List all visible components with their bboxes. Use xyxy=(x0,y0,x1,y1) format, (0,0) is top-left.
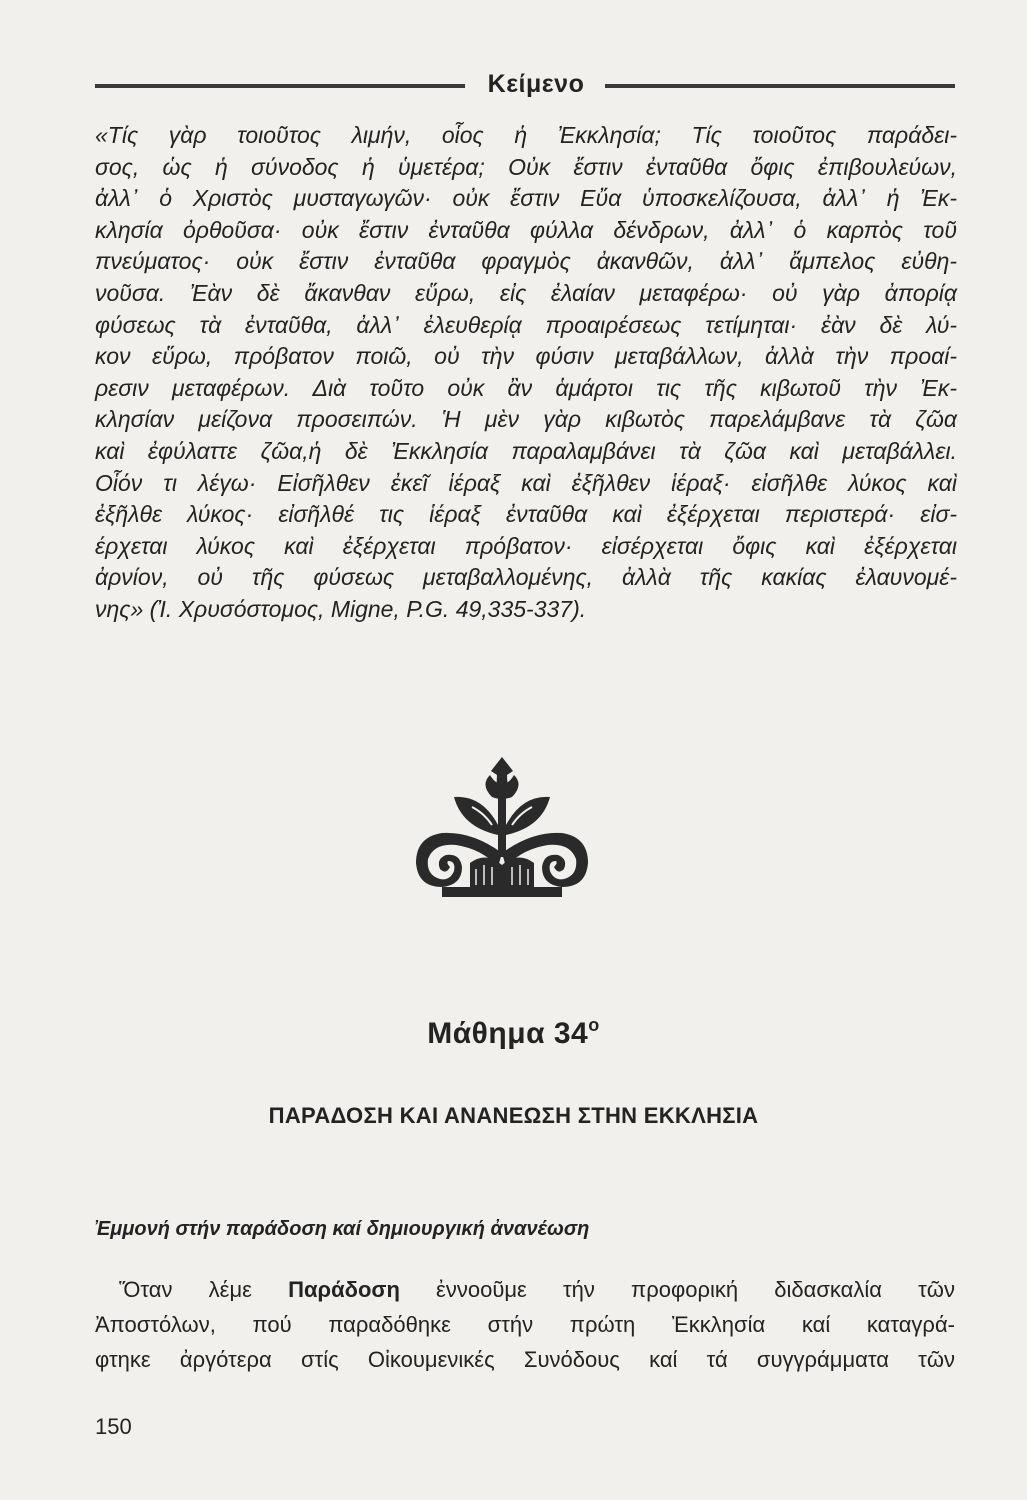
quote-line: έρχεται λύκος καὶ ἐξέρχεται πρόβατον· εἰσέρχεται ὄφις καὶ ἐξέρχεται xyxy=(95,532,957,559)
quote-line: κλησίαν μείζονα προσειπών. Ἡ μὲν γὰρ κιβωτὸς παρελάμβανε τὰ ζῶα xyxy=(95,406,957,433)
quote-line: κλησία ὀρθοῦσα· οὐκ ἔστιν ἐνταῦθα φύλλα δένδρων, ἀλλ᾽ ὁ καρπὸς τοῦ xyxy=(95,216,957,243)
quote-line: φύσεως τὰ ἐνταῦθα, ἀλλ᾽ ἐλευθερίᾳ προαιρέσεως τετίμηται· ἐὰν δὲ λύ- xyxy=(95,311,957,338)
body-text-run: Ὅταν λέμε xyxy=(119,1277,289,1302)
quote-line: σος, ὡς ἡ σύνοδος ἡ ὑμετέρα; Οὐκ ἔστιν ἐνταῦθα ὄφις ἐπιβουλεύων, xyxy=(95,153,957,180)
section-header xyxy=(95,70,955,104)
quote-line: κον εὕρω, πρόβατον ποιῶ, οὐ τὴν φύσιν μεταβάλλων, ἀλλὰ τὴν προαί- xyxy=(95,343,957,370)
header-rule-right xyxy=(605,84,955,88)
quote-line: νοῦσα. Ἐὰν δὲ ἄκανθαν εὕρω, εἰς ἐλαίαν μεταφέρω· οὐ γὰρ ἀπορίᾳ xyxy=(95,279,957,306)
quote-line: ρεσιν μεταφέρων. Διὰ τοῦτο οὐκ ἂν ἁμάρτοι τις τῆς κιβωτοῦ τὴν Ἐκ- xyxy=(95,374,957,401)
chrysostom-quote xyxy=(95,120,957,626)
lesson-ordinal: ο xyxy=(588,1015,600,1035)
quote-line: ἀλλ᾽ ὁ Χριστὸς μυσταγωγῶν· οὐκ ἔστιν Εὔα ὑποσκελίζουσα, ἀλλ᾽ ἡ Ἐκ- xyxy=(95,185,957,212)
body-line: Ἀποστόλων, πού παραδόθηκε στήν πρώτη Ἐκκλησία καί καταγρά- xyxy=(95,1312,955,1337)
quote-line: καὶ ἐφύλαττε ζῶα,ἡ δὲ Ἐκκλησία παραλαμβάνει τὰ ζῶα καὶ μεταβάλλει. xyxy=(95,437,957,464)
section-title: Κείμενο xyxy=(487,70,585,98)
quote-line: Οἷόν τι λέγω· Εἰσῆλθεν ἐκεῖ ἱέραξ καὶ ἐξῆλθεν ἱέραξ· εἰσῆλθε λύκος καὶ xyxy=(95,469,957,496)
lesson-title: ΠΑΡΑΔΟΣΗ ΚΑΙ ΑΝΑΝΕΩΣΗ ΣΤΗΝ ΕΚΚΛΗΣΙΑ xyxy=(268,1103,759,1128)
lesson-number xyxy=(0,1015,1027,1051)
header-rule-left xyxy=(95,84,465,88)
page-number: 150 xyxy=(95,1414,132,1439)
quote-line: «Τίς γὰρ τοιοῦτος λιμήν, οἷος ἡ Ἐκκλησία; Τίς τοιοῦτος παράδει- xyxy=(95,122,957,148)
quote-line: πνεύματος· οὐκ ἔστιν ἐνταῦθα φραγμὸς ἀκανθῶν, ἀλλ᾽ ἄμπελος εὐθη- xyxy=(95,248,957,275)
subheading: Ἐμμονή στήν παράδοση καί δημιουργική ἀνανέωση xyxy=(95,1218,590,1240)
body-line: φτηκε ἀργότερα στίς Οἰκουμενικές Συνόδους καί τά συγγράμματα τῶν xyxy=(95,1347,955,1372)
quote-line: ἐξῆλθε λύκος· εἰσῆλθέ τις ἱέραξ ἐνταῦθα καὶ ἐξέρχεται περιστερά· εἰσ- xyxy=(95,501,957,528)
term-tradition: Παράδοση xyxy=(288,1277,400,1302)
body-line xyxy=(95,1272,955,1307)
quote-line: ἀρνίον, οὐ τῆς φύσεως μεταβαλλομένης, ἀλλὰ τῆς κακίας ἐλαυνομέ- xyxy=(95,564,957,591)
body-paragraph xyxy=(95,1272,955,1377)
quote-line: νης» (Ἰ. Χρυσόστομος, Migne, P.G. 49,335-337). xyxy=(95,595,587,622)
body-text-run: ἐννοοῦμε τήν προφορική διδασκαλία τῶν xyxy=(399,1277,955,1302)
floral-ornament-icon xyxy=(412,755,592,900)
lesson-label: Μάθημα 34 xyxy=(427,1017,589,1050)
